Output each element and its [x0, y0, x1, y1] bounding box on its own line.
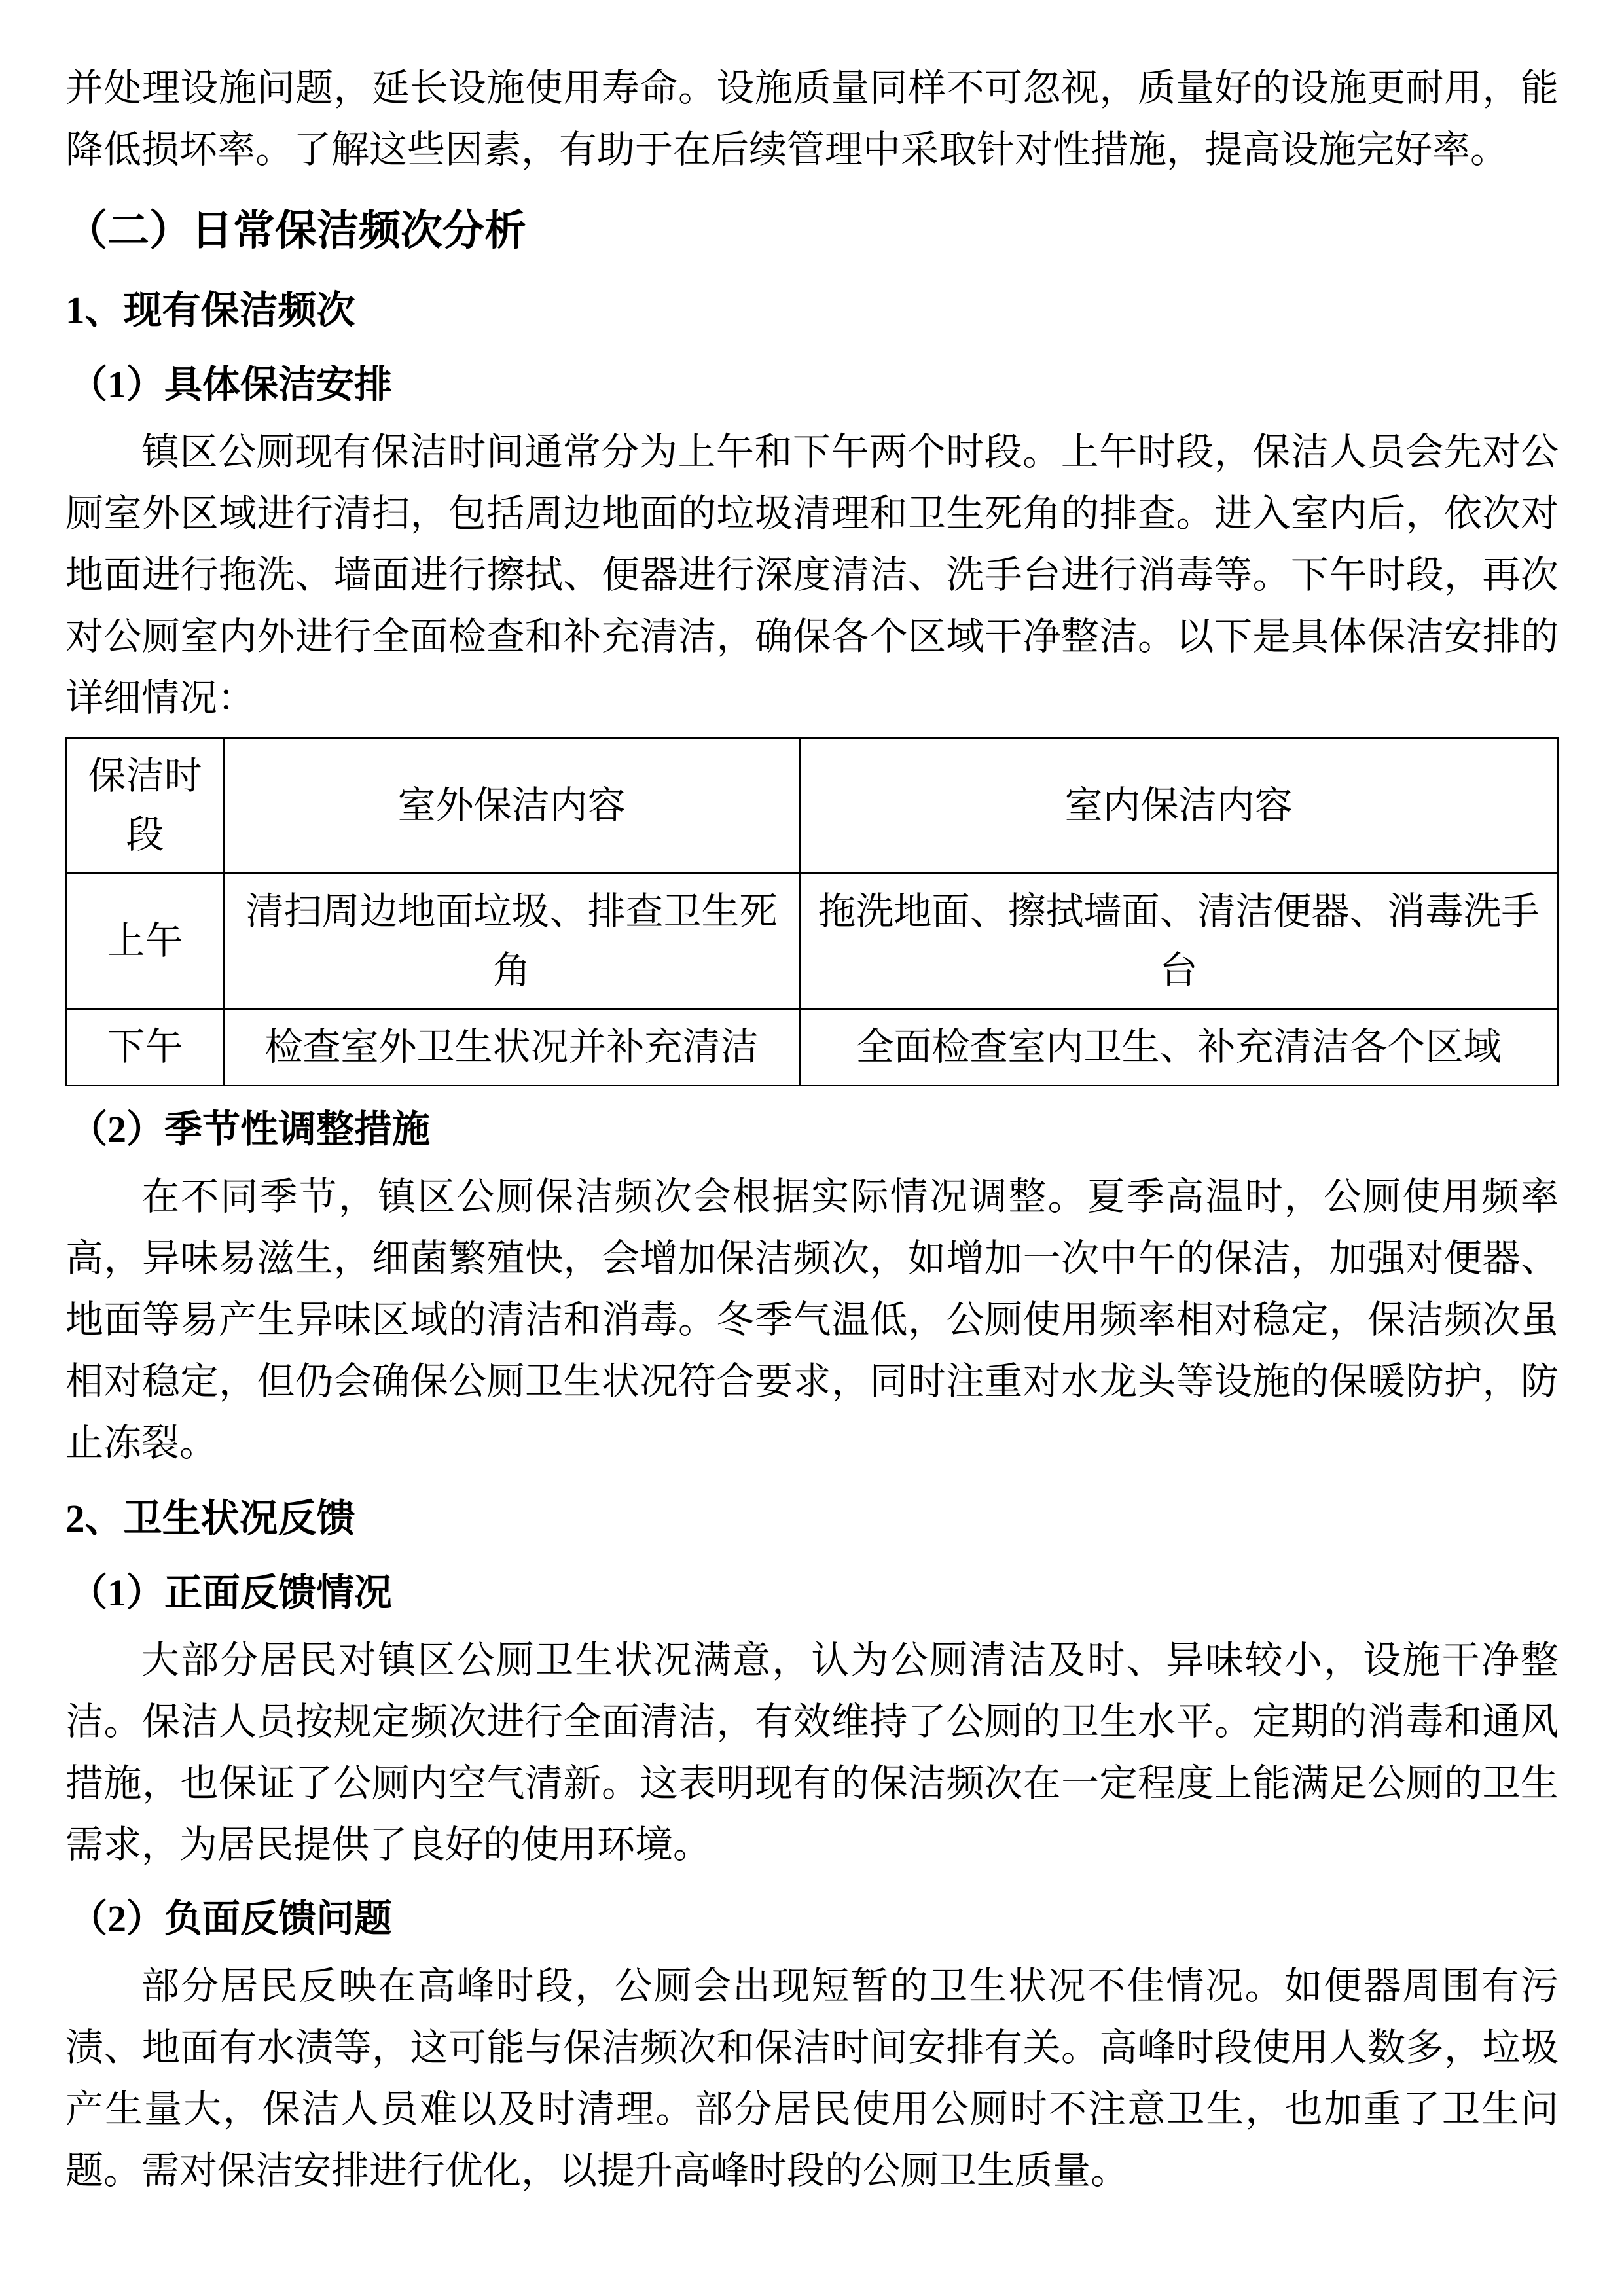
paragraph-negative-feedback: 部分居民反映在高峰时段，公厕会出现短暂的卫生状况不佳情况。如便器周围有污渍、地面有水渍等，这可能与保洁频次和保洁时间安排有关。高峰时段使用人数多，垃圾产生量大，保洁人员难以及时清理。部分居民使用公厕时不注意卫生，也加重了卫生问题。需对保洁安排进行优化，以提升高峰时段的公厕卫生质量。	[65, 1965, 1559, 2192]
table-row-afternoon	[67, 1009, 1558, 1086]
section-heading-daily-cleaning-frequency: （二）日常保洁频次分析	[65, 207, 526, 254]
cleaning-schedule-table	[65, 737, 1559, 1086]
table-header-indoor-content: 室内保洁内容	[800, 738, 1558, 874]
table-cell-afternoon-outdoor: 检查室外卫生状况并补充清洁	[224, 1009, 800, 1086]
subsection-heading-hygiene-feedback: 2、卫生状况反馈	[65, 1497, 355, 1540]
paragraph-cleaning-arrangement: 镇区公厕现有保洁时间通常分为上午和下午两个时段。上午时段，保洁人员会先对公厕室外区域进行清扫，包括周边地面的垃圾清理和卫生死角的排查。进入室内后，依次对地面进行拖洗、墙面进行擦拭、便器进行深度清洁、洗手台进行消毒等。下午时段，再次对公厕室内外进行全面检查和补充清洁，确保各个区域干净整洁。以下是具体保洁安排的详细情况：	[65, 431, 1559, 719]
table-cell-morning-indoor: 拖洗地面、擦拭墙面、清洁便器、消毒洗手台	[800, 874, 1558, 1009]
table-header-time-period: 保洁时段	[67, 738, 224, 874]
table-cell-morning-time: 上午	[67, 874, 224, 1009]
item-heading-seasonal-adjustment: （2）季节性调整措施	[69, 1108, 431, 1151]
paragraph-facility-continuation: 并处理设施问题，延长设施使用寿命。设施质量同样不可忽视，质量好的设施更耐用，能降低损坏率。了解这些因素，有助于在后续管理中采取针对性措施，提高设施完好率。	[65, 67, 1559, 171]
subsection-heading-current-frequency: 1、现有保洁频次	[65, 289, 355, 332]
paragraph-positive-feedback: 大部分居民对镇区公厕卫生状况满意，认为公厕清洁及时、异味较小，设施干净整洁。保洁人员按规定频次进行全面清洁，有效维持了公厕的卫生水平。定期的消毒和通风措施，也保证了公厕内空气清新。这表明现有的保洁频次在一定程度上能满足公厕的卫生需求，为居民提供了良好的使用环境。	[65, 1639, 1559, 1866]
table-row-morning	[67, 874, 1558, 1009]
item-heading-specific-arrangement: （1）具体保洁安排	[69, 363, 393, 406]
table-cell-afternoon-indoor: 全面检查室内卫生、补充清洁各个区域	[800, 1009, 1558, 1086]
item-heading-negative-feedback: （2）负面反馈问题	[69, 1897, 393, 1940]
table-header-row	[67, 738, 1558, 874]
table-header-outdoor-content: 室外保洁内容	[224, 738, 800, 874]
table-cell-morning-outdoor: 清扫周边地面垃圾、排查卫生死角	[224, 874, 800, 1009]
table-cell-afternoon-time: 下午	[67, 1009, 224, 1086]
item-heading-positive-feedback: （1）正面反馈情况	[69, 1571, 393, 1614]
paragraph-seasonal-adjustment: 在不同季节，镇区公厕保洁频次会根据实际情况调整。夏季高温时，公厕使用频率高，异味易滋生，细菌繁殖快，会增加保洁频次，如增加一次中午的保洁，加强对便器、地面等易产生异味区域的清洁和消毒。冬季气温低，公厕使用频率相对稳定，保洁频次虽相对稳定，但仍会确保公厕卫生状况符合要求，同时注重对水龙头等设施的保暖防护，防止冻裂。	[65, 1175, 1559, 1464]
